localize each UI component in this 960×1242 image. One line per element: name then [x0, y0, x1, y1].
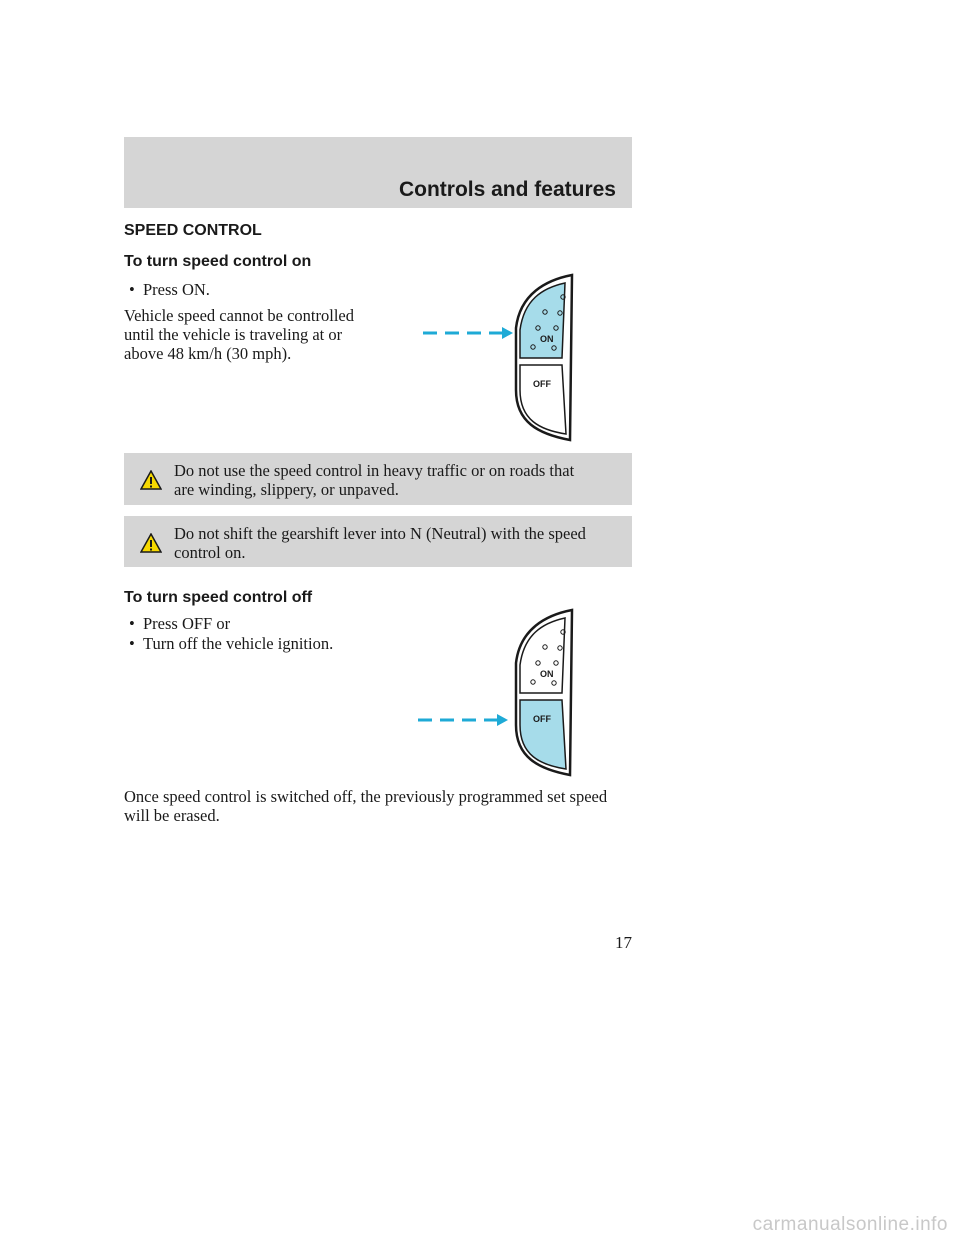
turn-on-paragraph	[124, 306, 354, 363]
turn-off-paragraph	[124, 787, 639, 825]
off-button-highlighted	[520, 700, 566, 769]
warning-icon	[140, 533, 162, 553]
turn-off-bullet: • Turn off the vehicle ignition.	[129, 634, 334, 653]
turn-off-heading: To turn speed control off	[124, 589, 313, 606]
arrow-head-icon	[497, 714, 508, 726]
warning-text	[174, 461, 620, 499]
off-button	[520, 365, 566, 434]
warning-box	[124, 516, 632, 567]
on-label: ON	[540, 334, 554, 344]
warning-text	[174, 524, 620, 562]
page-number: 17	[615, 933, 632, 952]
warning-icon	[140, 470, 162, 490]
turn-on-heading: To turn speed control on	[124, 253, 312, 270]
warning-box	[124, 453, 632, 505]
on-label: ON	[540, 669, 554, 679]
paragraph-line: Once speed control is switched off, the previously programmed set speed	[124, 787, 608, 806]
arrow-head-icon	[502, 327, 513, 339]
turn-off-bullet-text: Press OFF or	[143, 614, 231, 633]
warning-line: Do not use the speed control in heavy traffic or on roads that	[174, 461, 575, 480]
turn-on-bullet-text: Press ON.	[143, 280, 210, 299]
turn-on-bullet: • Press ON.	[129, 280, 210, 299]
warning-line: Do not shift the gearshift lever into N (Neutral) with the speed	[174, 524, 586, 543]
paragraph-line: will be erased.	[124, 806, 220, 825]
speed-control-on-diagram	[420, 270, 590, 445]
paragraph-line: until the vehicle is traveling at or	[124, 325, 343, 344]
on-button	[520, 618, 565, 693]
header-band	[124, 137, 632, 208]
paragraph-line: Vehicle speed cannot be controlled	[124, 306, 354, 325]
off-label: OFF	[533, 714, 551, 724]
warning-line: control on.	[174, 543, 246, 562]
section-title: SPEED CONTROL	[124, 222, 262, 239]
speed-control-off-diagram	[415, 605, 590, 780]
warning-line: are winding, slippery, or unpaved.	[174, 480, 399, 499]
off-label: OFF	[533, 379, 551, 389]
section-header-title: Controls and features	[398, 178, 616, 201]
turn-off-bullet-text: Turn off the vehicle ignition.	[143, 634, 334, 653]
watermark: carmanualsonline.info	[752, 1214, 948, 1235]
turn-off-bullet: • Press OFF or	[129, 614, 231, 633]
on-button-highlighted	[520, 283, 565, 358]
paragraph-line: above 48 km/h (30 mph).	[124, 344, 292, 363]
